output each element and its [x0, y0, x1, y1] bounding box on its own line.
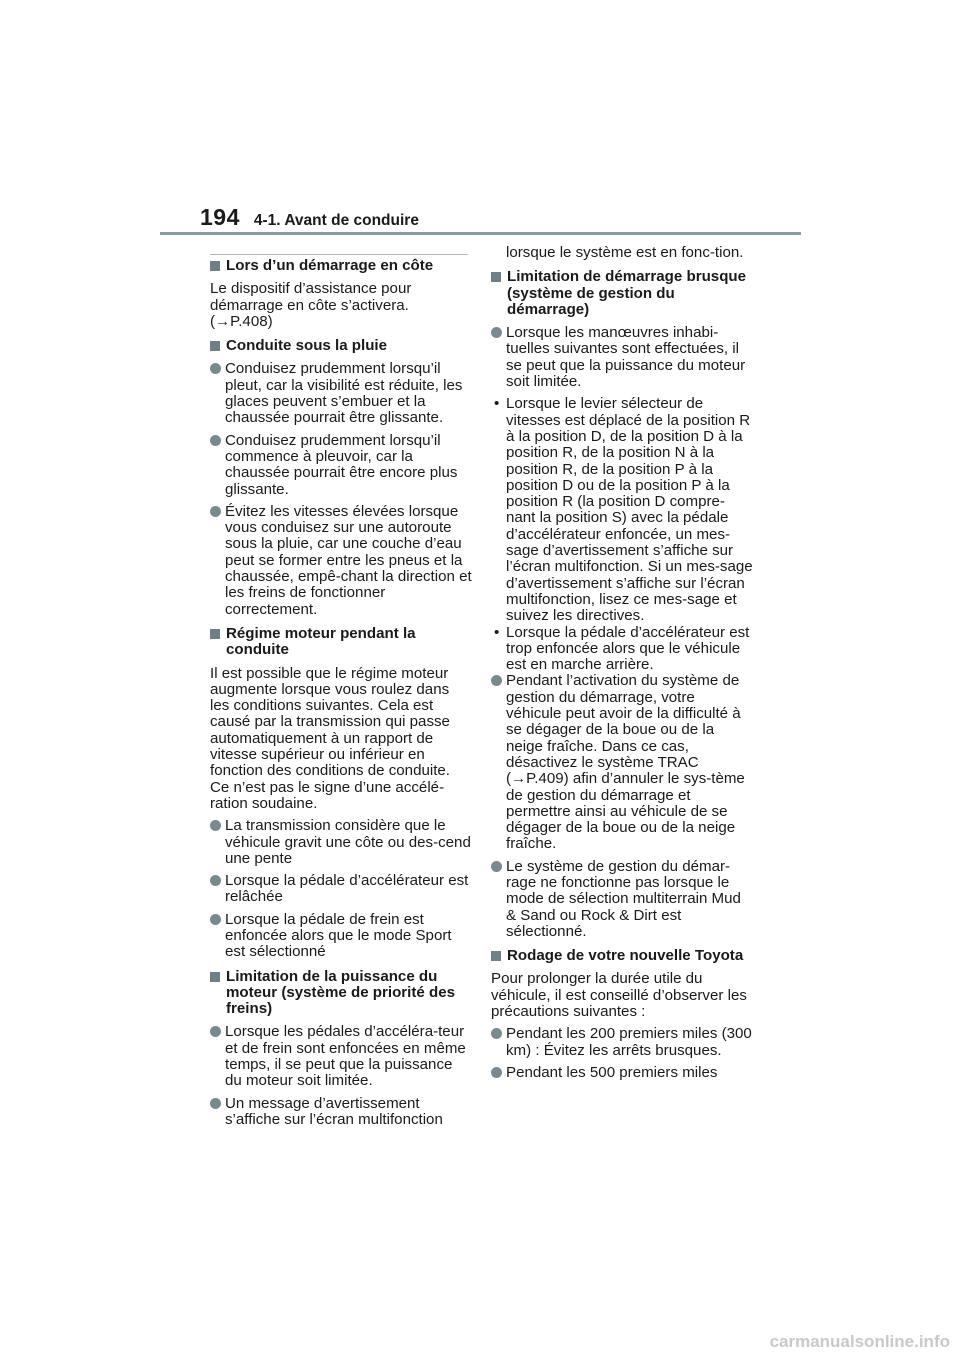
bullet-item: [491, 1065, 753, 1081]
section-heading: [491, 948, 753, 964]
bullet-text: Le système de gestion du démar-rage ne fonctionne pas lorsque le mode de sélection multiterrain Mud & Sand ou Rock & Dirt est sélectionné.: [506, 857, 741, 940]
bullet-item: [210, 1024, 472, 1089]
page-number: 194: [200, 204, 240, 230]
bullet-item: [491, 325, 753, 390]
section-heading: [210, 969, 472, 1018]
sub-bullet-item: [491, 396, 753, 624]
circle-bullet-icon: [491, 861, 502, 872]
sub-bullet-item: [491, 625, 753, 674]
watermark: carmanualsonline.info: [769, 1332, 950, 1351]
bullet-item: [210, 818, 472, 867]
heading-text: Limitation de la puissance du moteur (système de priorité des freins): [226, 967, 455, 1018]
bullet-text: Pendant l’activation du système de gestion du démarrage, votre véhicule peut avoir de la difficulté à se dégager de la boue ou de la neige fraîche. Dans ce cas, désactivez le système TRAC (→P.409) afin d’annuler le sys-tème de gestion du démarrage et permettre ainsi au véhicule de se dégager de la boue ou de la neige fraîche.: [506, 672, 745, 853]
heading-text: Régime moteur pendant la conduite: [226, 624, 416, 659]
section-heading: [210, 258, 472, 274]
heading-text: Conduite sous la pluie: [226, 337, 388, 355]
circle-bullet-icon: [491, 327, 502, 338]
bullet-item: [210, 873, 472, 906]
header-divider: [160, 232, 801, 235]
bullet-text: La transmission considère que le véhicule gravit une côte ou des-cend une pente: [225, 817, 471, 867]
continued-text: lorsque le système est en fonc-tion.: [506, 244, 744, 261]
section-heading: [210, 626, 472, 659]
bullet-item: [210, 433, 472, 498]
circle-bullet-icon: [210, 1098, 221, 1109]
circle-bullet-icon: [210, 363, 221, 374]
bullet-item: [491, 859, 753, 940]
right-column: [491, 245, 753, 1087]
square-bullet-icon: [210, 341, 220, 351]
square-bullet-icon: [210, 261, 220, 271]
circle-bullet-icon: [491, 1028, 502, 1039]
section-heading: [210, 338, 472, 354]
bullet-text: Conduisez prudemment lorsqu’il pleut, car la visibilité est réduite, les glaces peuvent s’embuer et la chaussée pourrait être glissante.: [225, 360, 463, 427]
circle-bullet-icon: [210, 1026, 221, 1037]
bullet-text: Un message d’avertissement s’affiche sur l’écran multifonction: [225, 1094, 443, 1128]
bullet-item: [491, 1026, 753, 1059]
paragraph: Il est possible que le régime moteur augmente lorsque vous roulez dans les conditions suivantes. Cela est causé par la transmission qui passe automatiquement à un rapport de vitesse supérieur ou inférieur en fonction des conditions de conduite. Ce n’est pas le signe d’une accélé-ration soudaine.: [210, 664, 450, 812]
bullet-text: Lorsque la pédale de frein est enfoncée alors que le mode Sport est sélectionné: [225, 910, 452, 961]
circle-bullet-icon: [491, 675, 502, 686]
bullet-item: [491, 673, 753, 852]
heading-text: Limitation de démarrage brusque (système de gestion du démarrage): [507, 268, 747, 318]
circle-bullet-icon: [210, 914, 221, 925]
square-bullet-icon: [210, 972, 220, 982]
bullet-text: Conduisez prudemment lorsqu’il commence à pleuvoir, car la chaussée pourrait être encore plus glissante.: [225, 431, 458, 498]
section-title: 4-1. Avant de conduire: [253, 212, 419, 229]
sub-bullet-mark: •: [494, 395, 500, 413]
sub-bullet-text: Lorsque le levier sélecteur de vitesses est déplacé de la position R à la position D, de la position D à la position R, de la position N à la position R, de la position P à la position D ou de la position P à la position R (la position D compre-nant la position S) avec la pédale d’accélérateur enfoncée, un mes-sage d’avertissement s’affiche sur l’écran multifonction. Si un mes-sage d’avertissement s’affiche sur l’écran multifonction, lisez ce mes-sage et suivez les directives.: [506, 395, 753, 625]
circle-bullet-icon: [210, 435, 221, 446]
bullet-text: Pendant les 500 premiers miles: [506, 1063, 718, 1081]
circle-bullet-icon: [491, 1067, 502, 1078]
bullet-item: [210, 361, 472, 426]
page-header: [200, 204, 419, 232]
sub-bullet-text: Lorsque la pédale d’accélérateur est trop enfoncée alors que le véhicule est en marche arrière.: [506, 623, 750, 674]
heading-text: Rodage de votre nouvelle Toyota: [507, 947, 744, 965]
left-column: [210, 258, 472, 1134]
section-heading: [491, 269, 753, 318]
square-bullet-icon: [491, 272, 501, 282]
circle-bullet-icon: [210, 506, 221, 517]
circle-bullet-icon: [210, 875, 221, 886]
bullet-item: [210, 1096, 472, 1129]
bullet-item: [210, 504, 472, 618]
bullet-item: [210, 912, 472, 961]
heading-text: Lors d’un démarrage en côte: [226, 257, 434, 274]
paragraph: Le dispositif d’assistance pour démarrage en côte s’activera. (→P.408): [210, 280, 412, 330]
sub-bullet-mark: •: [494, 623, 500, 641]
column-divider: [210, 254, 468, 255]
circle-bullet-icon: [210, 820, 221, 831]
square-bullet-icon: [210, 629, 220, 639]
bullet-text: Pendant les 200 premiers miles (300 km) : Évitez les arrêts brusques.: [506, 1025, 752, 1059]
square-bullet-icon: [491, 951, 501, 961]
bullet-text: Évitez les vitesses élevées lorsque vous conduisez sur une autoroute sous la pluie, car une couche d’eau peut se former entre les pneus et la chaussée, empê-chant la direction et les freins de fonctionner correctement.: [225, 502, 472, 618]
paragraph: Pour prolonger la durée utile du véhicule, il est conseillé d’observer les précautions suivantes :: [491, 970, 747, 1021]
bullet-text: Lorsque les pédales d’accéléra-teur et de frein sont enfoncées en même temps, il se peut que la puissance du moteur soit limitée.: [225, 1023, 466, 1090]
bullet-text: Lorsque les manœuvres inhabi-tuelles suivantes sont effectuées, il se peut que la puissance du moteur soit limitée.: [506, 324, 746, 391]
bullet-text: Lorsque la pédale d’accélérateur est relâchée: [225, 872, 469, 906]
